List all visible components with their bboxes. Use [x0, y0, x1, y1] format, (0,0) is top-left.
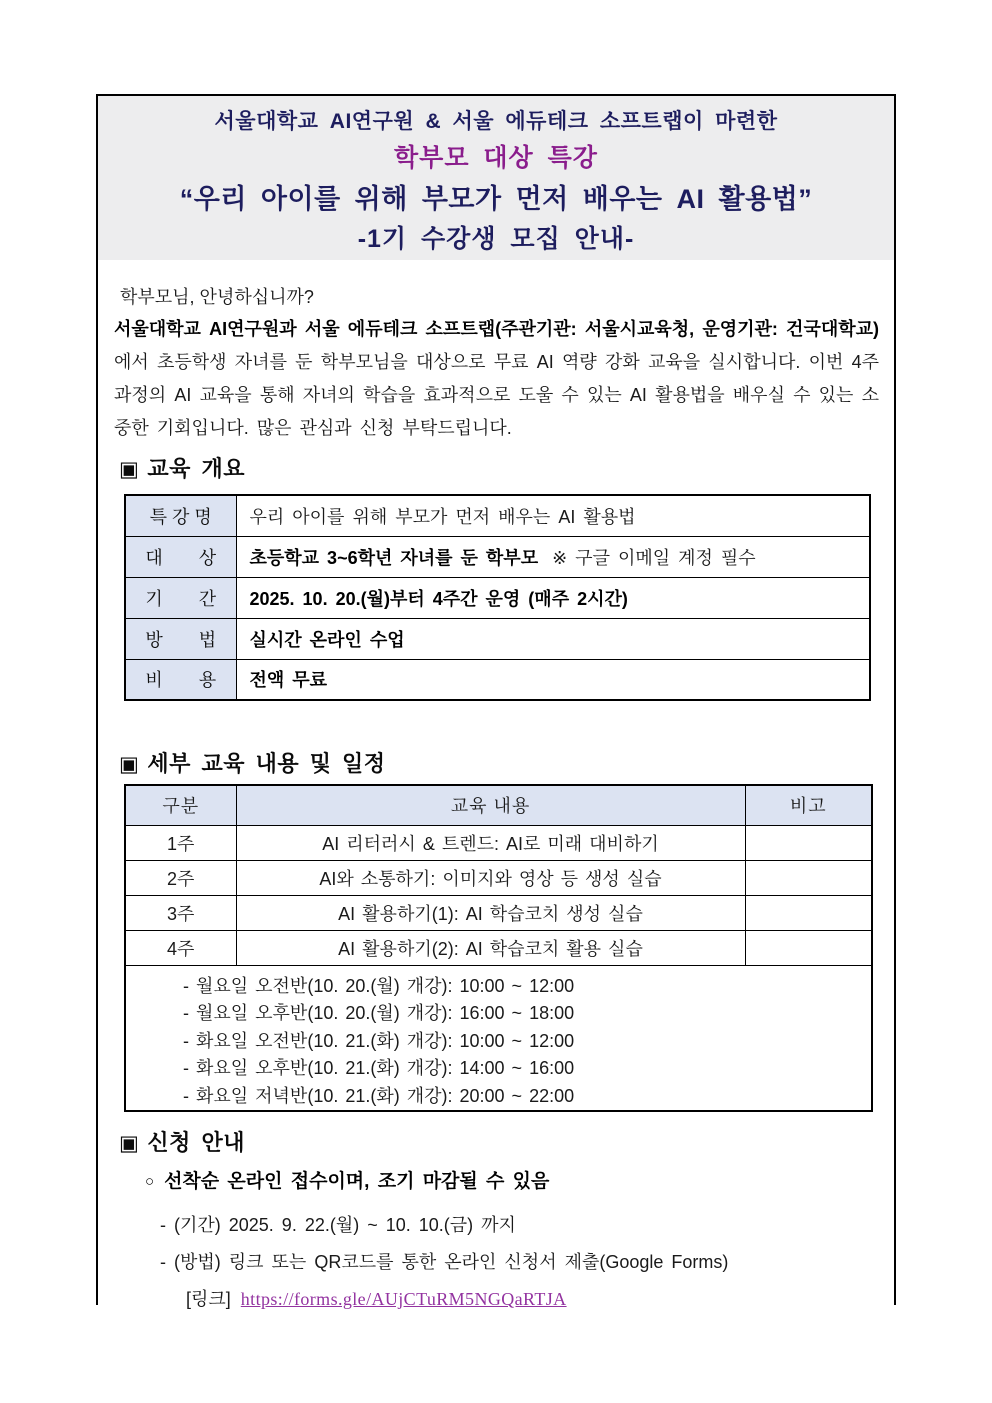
circle-bullet-icon: ○ [145, 1173, 155, 1190]
section-heading-curriculum-label: 세부 교육 내용 및 일정 [147, 751, 386, 776]
column-header-note: 비고 [745, 785, 872, 825]
column-header-week: 구분 [125, 785, 236, 825]
section-marker-icon: ▣ [119, 753, 140, 776]
curriculum-content: AI 리터러시 & 트렌드: AI로 미래 대비하기 [236, 825, 745, 860]
table-row [125, 895, 872, 930]
overview-row-value: 우리 아이를 위해 부모가 먼저 배우는 AI 활용법 [236, 495, 870, 536]
table-row [125, 930, 872, 965]
overview-row-label: 기 간 [125, 577, 236, 618]
intro-paragraph [114, 313, 879, 445]
session-line: - 월요일 오후반(10. 20.(월) 개강): 16:00 ~ 18:00 [183, 1003, 575, 1023]
curriculum-note [745, 825, 872, 860]
table-row [125, 659, 870, 700]
google-forms-link[interactable]: https://forms.gle/AUjCTuRM5NGQaRTJA [240, 1289, 567, 1309]
curriculum-week: 2주 [125, 860, 236, 895]
curriculum-content: AI와 소통하기: 이미지와 영상 등 생성 실습 [236, 860, 745, 895]
section-marker-icon: ▣ [119, 1132, 140, 1155]
curriculum-note [745, 930, 872, 965]
curriculum-header-row [125, 785, 872, 825]
overview-row-value: 2025. 10. 20.(월)부터 4주간 운영 (매주 2시간) [236, 577, 870, 618]
table-row [125, 495, 870, 536]
overview-target-bold: 초등학교 3~6학년 자녀를 둔 학부모 [249, 547, 539, 568]
document-page [96, 94, 896, 1309]
apply-first-come-notice [145, 1166, 894, 1190]
apply-period-line: - (기간) 2025. 9. 22.(월) ~ 10. 10.(금) 까지 [160, 1215, 516, 1235]
column-header-content: 교육 내용 [236, 785, 745, 825]
table-row [125, 860, 872, 895]
sessions-row [125, 965, 872, 1111]
session-line: - 화요일 저녁반(10. 21.(화) 개강): 20:00 ~ 22:00 [183, 1085, 575, 1106]
section-heading-overview-label: 교육 개요 [147, 456, 245, 481]
overview-row-label: 비 용 [125, 659, 236, 700]
section-heading-apply-label: 신청 안내 [147, 1130, 245, 1155]
overview-target-note: ※ 구글 이메일 계정 필수 [552, 547, 756, 568]
curriculum-note [745, 895, 872, 930]
session-line: - 화요일 오전반(10. 21.(화) 개강): 10:00 ~ 12:00 [183, 1030, 575, 1051]
apply-method-line: - (방법) 링크 또는 QR코드를 통한 온라인 신청서 제출(Google Forms) [160, 1252, 729, 1272]
intro-paragraph-rest: 에서 초등학생 자녀를 둔 학부모님을 대상으로 무료 AI 역량 강화 교육을 실시합니다. 이번 4주 과정의 AI 교육을 통해 자녀의 학습을 효과적으로 도울 수 있는 AI 활용법을 배우실 수 있는 소중한 기회입니다. 많은 관심과 신청 부탁드립니다. [114, 352, 879, 438]
curriculum-week: 1주 [125, 825, 236, 860]
table-row [125, 536, 870, 577]
table-row [125, 618, 870, 659]
section-heading-apply [119, 1130, 894, 1156]
banner-recruit-line: -1기 수강생 모집 안내- [357, 225, 635, 253]
table-row [125, 825, 872, 860]
banner-subtitle: 학부모 대상 특강 [394, 144, 598, 172]
title-banner [98, 96, 894, 260]
overview-row-label: 방 법 [125, 618, 236, 659]
overview-table [124, 494, 871, 701]
overview-row-value: 실시간 온라인 수업 [236, 618, 870, 659]
curriculum-table [124, 784, 873, 1112]
apply-first-come-text: 선착순 온라인 접수이며, 조기 마감될 수 있음 [164, 1171, 550, 1192]
overview-row-value [236, 536, 870, 577]
greeting-text: 학부모님, 안녕하십니까? [120, 287, 314, 307]
apply-link-row [186, 1285, 894, 1310]
session-line: - 월요일 오전반(10. 20.(월) 개강): 10:00 ~ 12:00 [183, 975, 575, 996]
curriculum-note [745, 860, 872, 895]
overview-row-label: 특 강 명 [125, 495, 236, 536]
section-heading-overview [119, 456, 894, 482]
link-label: [링크] [186, 1289, 231, 1309]
banner-organizer-line: 서울대학교 AI연구원 & 서울 에듀테크 소프트랩이 마련한 [214, 110, 778, 133]
section-marker-icon: ▣ [119, 458, 140, 481]
curriculum-content: AI 활용하기(2): AI 학습코치 활용 실습 [236, 930, 745, 965]
table-row [125, 577, 870, 618]
section-heading-curriculum [119, 751, 894, 777]
overview-row-value: 전액 무료 [236, 659, 870, 700]
session-line: - 화요일 오후반(10. 21.(화) 개강): 14:00 ~ 16:00 [183, 1058, 575, 1078]
curriculum-week: 3주 [125, 895, 236, 930]
curriculum-content: AI 활용하기(1): AI 학습코치 생성 실습 [236, 895, 745, 930]
sessions-cell [125, 965, 872, 1111]
intro-paragraph-bold: 서울대학교 AI연구원과 서울 에듀테크 소프트랩(주관기관: 서울시교육청, 운영기관: 건국대학교) [114, 319, 879, 339]
overview-row-label: 대 상 [125, 536, 236, 577]
curriculum-week: 4주 [125, 930, 236, 965]
banner-main-title: “우리 아이를 위해 부모가 먼저 배우는 AI 활용법” [179, 184, 813, 214]
